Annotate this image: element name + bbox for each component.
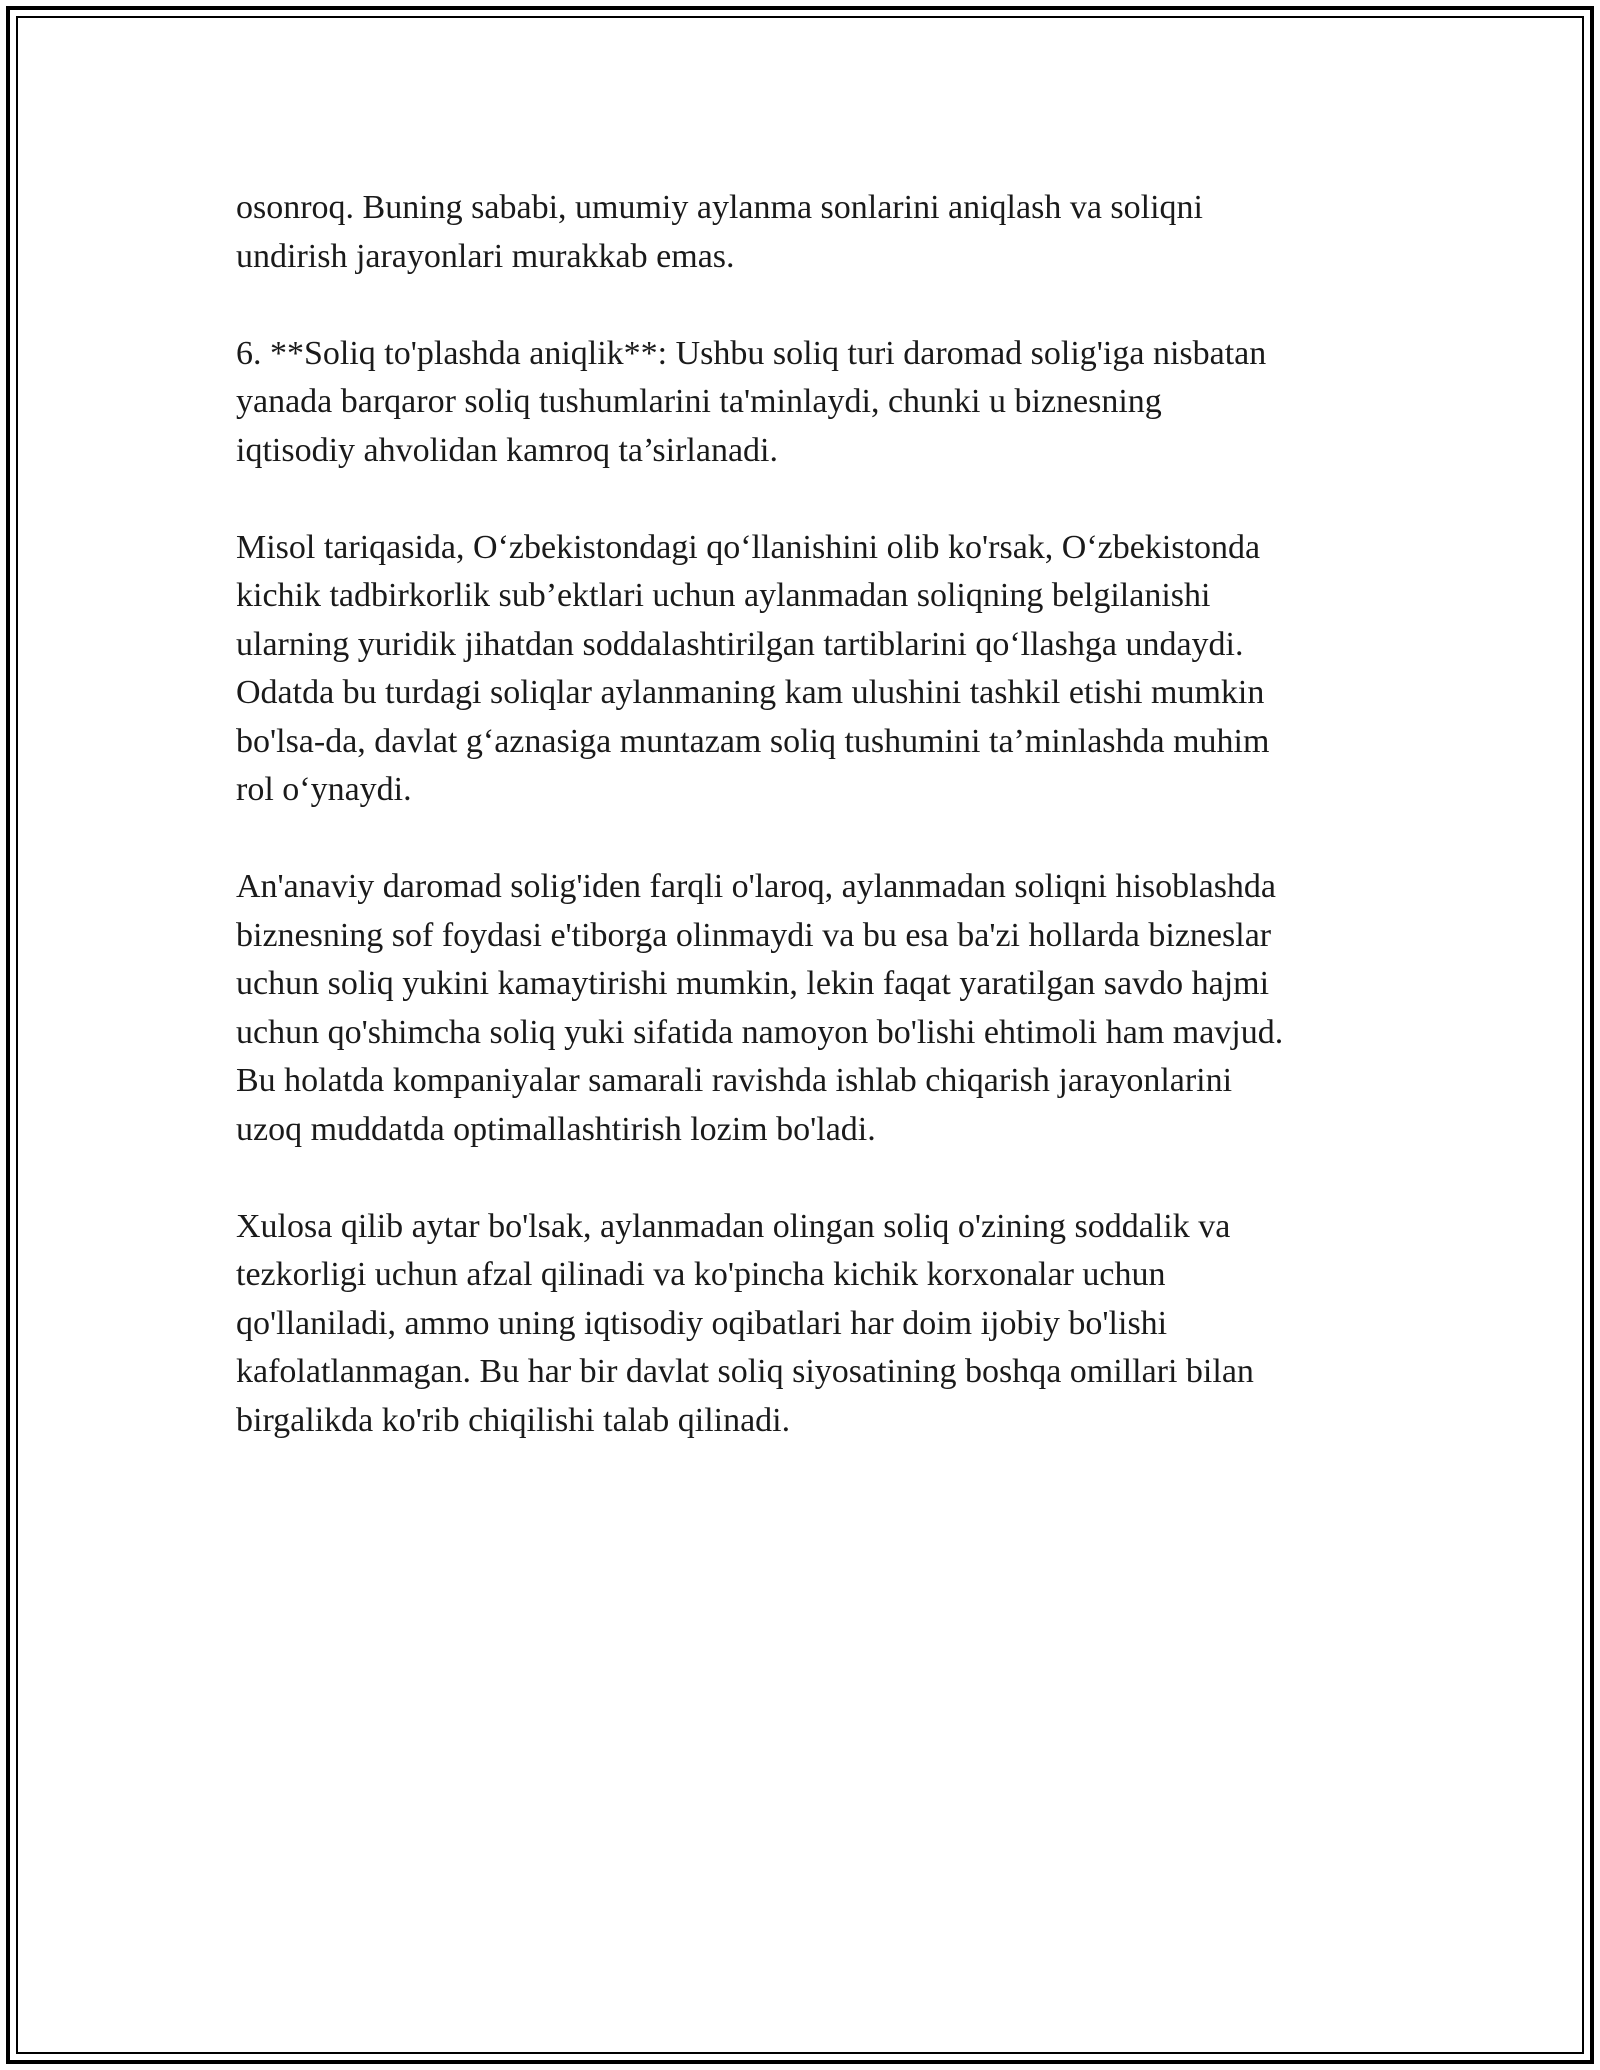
document-body <box>236 184 1376 1494</box>
paragraph-comparison: An'anaviy daromad solig'iden farqli o'laroq, aylanmadan soliqni hisoblashda biznesning sof foydasi e'tiborga olinmaydi va bu esa ba'zi hollarda bizneslar uchun soliq yukini kamaytirishi mumkin, lekin faqat yaratilgan savdo hajmi uchun qo'shimcha soliq yuki sifatida namoyon bo'lishi ehtimoli ham mavjud. Bu holatda kompaniyalar samarali ravishda ishlab chiqarish jarayonlarini uzoq muddatda optimallashtirish lozim bo'ladi. <box>236 868 1284 1148</box>
paragraph-point-6: 6. **Soliq to'plashda aniqlik**: Ushbu soliq turi daromad solig'iga nisbatan yanada barqaror soliq tushumlarini ta'minlaydi, chunki u biznesning iqtisodiy ahvolidan kamroq ta’sirlanadi. <box>236 334 1267 469</box>
paragraph-conclusion: Xulosa qilib aytar bo'lsak, aylanmadan olingan soliq o'zining soddalik va tezkorligi uchun afzal qilinadi va ko'pincha kichik korxonalar uchun qo'llaniladi, ammo uning iqtisodiy oqibatlari har doim ijobiy bo'lishi kafolatlanmagan. Bu har bir davlat soliq siyosatining boshqa omillari bilan birgalikda ko'rib chiqilishi talab qilinadi. <box>236 1207 1254 1439</box>
paragraph-example: Misol tariqasida, O‘zbekistondagi qo‘llanishini olib ko'rsak, O‘zbekistonda kichik tadbirkorlik sub’ektlari uchun aylanmadan soliqning belgilanishi ularning yuridik jihatdan soddalashtirilgan tartiblarini qo‘llashga undaydi. Odatda bu turdagi soliqlar aylanmaning kam ulushini tashkil etishi mumkin bo'lsa-da, davlat g‘aznasiga muntazam soliq tushumini ta’minlashda muhim rol o‘ynaydi. <box>236 528 1270 808</box>
paragraph-continuation: osonroq. Buning sababi, umumiy aylanma sonlarini aniqlash va soliqni undirish jarayonlari murakkab emas. <box>236 189 1203 275</box>
